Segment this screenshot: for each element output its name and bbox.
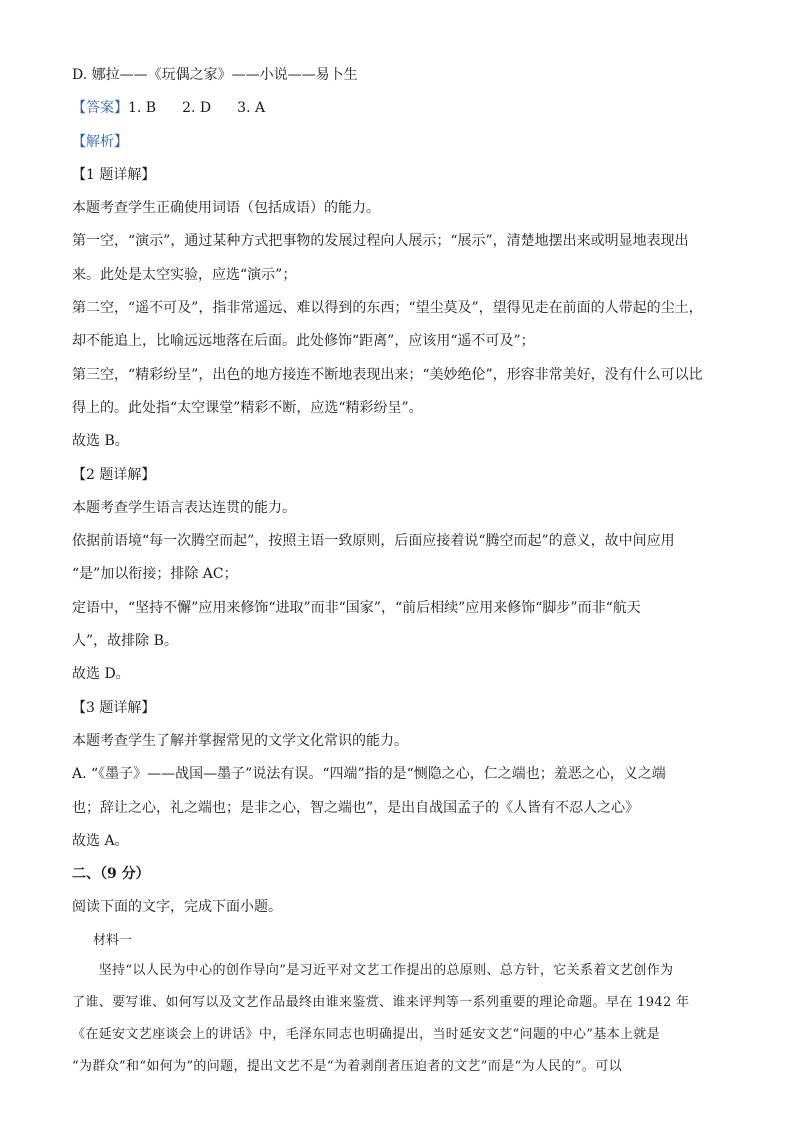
text-line: 依据前语境“每一次腾空而起”，按照主语一致原则，后面应接着说“腾空而起”的意义，故中间应用	[72, 533, 675, 550]
text-line: 本题考查学生语言表达连贯的能力。	[72, 499, 296, 516]
text-line: 却不能追上，比喻远远地落在后面。此处修饰“距离”，应该用“遥不可及”；	[72, 333, 535, 350]
document-page	[72, 64, 724, 1088]
text-line: 人”，故排除 B。	[72, 633, 178, 650]
answer-line	[72, 97, 724, 119]
text-line: 第三空，“精彩纷呈”，出色的地方接连不断地表现出来；“美妙绝伦”，形容非常美好，没有什么可以比	[72, 366, 703, 383]
text-line: 定语中，“坚持不懈”应用来修饰“进取”而非“国家”，“前后相续”应用来修饰“脚步”而非“航天	[72, 599, 641, 616]
material-label: 材料一	[93, 932, 133, 948]
analysis-tag: 【解析】	[72, 133, 128, 150]
text-line: “为群众”和“如何为”的问题，提出文艺不是“为着剥削者压迫者的文艺”而是“为人民的”。可以	[72, 1058, 622, 1074]
text-line: 了谁、要写谁、如何写以及文艺作品最终由谁来鉴赏、谁来评判等一系列重要的理论命题。早在 1942 年	[72, 994, 690, 1010]
text-line: “是”加以衔接；排除 AC；	[72, 566, 238, 583]
text-line: 故选 B。	[72, 433, 129, 450]
answer-item: 2. D	[182, 100, 212, 117]
text-line: 《在延安文艺座谈会上的讲话》中，毛泽东同志也明确提出，当时延安文艺“问题的中心”基本上就是	[72, 1026, 661, 1042]
q3-explanation	[72, 730, 724, 852]
section-instruction: 阅读下面的文字，完成下面小题。	[72, 899, 282, 916]
text-line: 来。此处是太空实验，应选“演示”；	[72, 266, 297, 283]
material-text	[72, 960, 724, 1078]
text-line: 第二空，“遥不可及”，指非常遥远、难以得到的东西；“望尘莫及”，望得见走在前面的人带起的尘土，	[72, 300, 703, 317]
text-line: 本题考查学生正确使用词语（包括成语）的能力。	[72, 200, 380, 217]
answer-tag: 【答案】	[72, 100, 128, 117]
text-line: 得上的。此处指“太空课堂”精彩不断，应选“精彩纷呈”。	[72, 399, 423, 416]
text-line: A. “《墨子》——战国—墨子”说法有误。“四端”指的是“恻隐之心，仁之端也；羞恶之心，义之端	[72, 766, 666, 783]
answer-item: 1. B	[128, 100, 157, 117]
text-line: 故选 D。	[72, 666, 130, 683]
q2-heading: 【2 题详解】	[72, 466, 156, 483]
text-line: 也；辞让之心，礼之端也；是非之心，智之端也”，是出自战国孟子的《人皆有不忍人之心》	[72, 799, 640, 816]
text-line: 本题考查学生了解并掌握常见的文学文化常识的能力。	[72, 732, 408, 749]
q1-heading: 【1 题详解】	[72, 166, 156, 183]
text-line: 第一空，“演示”，通过某种方式把事物的发展过程向人展示；“展示”，清楚地摆出来或明显地表现出	[72, 233, 689, 250]
q1-explanation	[72, 197, 724, 452]
answer-item: 3. A	[237, 100, 266, 117]
text-line: 故选 A。	[72, 832, 129, 849]
q2-explanation	[72, 497, 724, 685]
section-title: 二、（9 分）	[72, 866, 150, 883]
option-d: D. 娜拉——《玩偶之家》——小说——易卜生	[72, 67, 358, 83]
text-line: 坚持“以人民为中心的创作导向”是习近平对文艺工作提出的总原则、总方针，它关系着文艺创作为	[72, 962, 674, 978]
q3-heading: 【3 题详解】	[72, 699, 156, 716]
